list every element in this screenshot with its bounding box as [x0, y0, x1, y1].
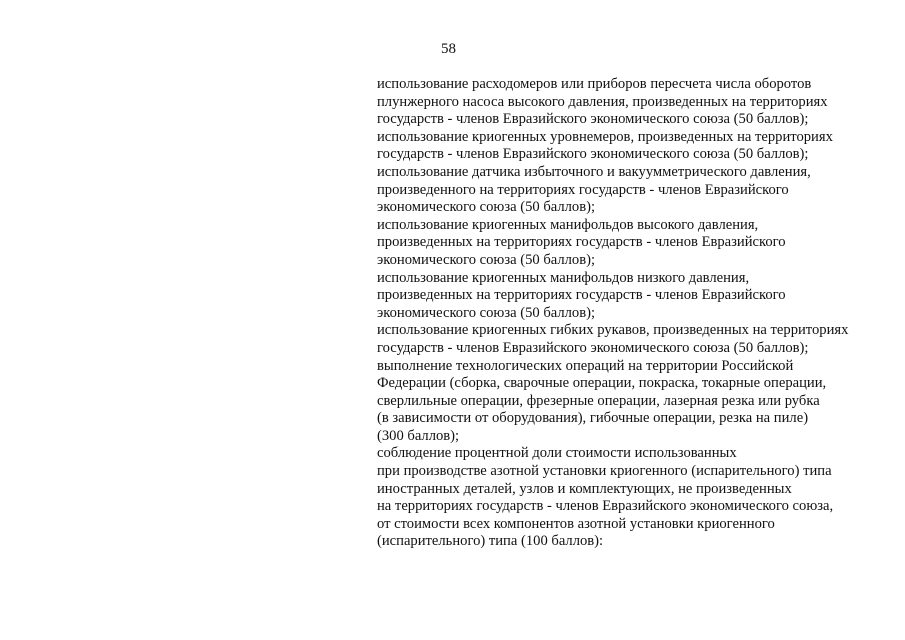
text-line: на территориях государств - членов Евразийского экономического союза, [377, 498, 834, 515]
text-line: использование датчика избыточного и вакуумметрического давления, [377, 163, 811, 180]
text-line: государств - членов Евразийского экономического союза (50 баллов); [377, 111, 809, 128]
text-line: иностранных деталей, узлов и комплектующих, не произведенных [377, 480, 792, 497]
text-line: произведенных на территориях государств - членов Евразийского [377, 234, 786, 251]
text-line: выполнение технологических операций на территории Российской [377, 357, 794, 374]
text-line: соблюдение процентной доли стоимости использованных [377, 445, 737, 462]
text-line: использование расходомеров или приборов пересчета числа оборотов [377, 76, 812, 92]
text-line: сверлильные операции, фрезерные операции, лазерная резка или рубка [377, 392, 820, 409]
page-number: 58 [441, 41, 456, 57]
text-line: произведенного на территориях государств - членов Евразийского [377, 181, 789, 198]
text-line: (испарительного) типа (100 баллов): [377, 533, 604, 550]
text-line: использование криогенных манифольдов низкого давления, [377, 269, 750, 286]
body-text [377, 76, 897, 551]
text-line: (300 баллов); [377, 427, 460, 444]
text-line: произведенных на территориях государств - членов Евразийского [377, 287, 786, 304]
text-line: использование криогенных уровнемеров, произведенных на территориях [377, 128, 833, 145]
text-line: государств - членов Евразийского экономического союза (50 баллов); [377, 339, 809, 356]
text-line: плунжерного насоса высокого давления, произведенных на территориях [377, 93, 828, 110]
text-line: государств - членов Евразийского экономического союза (50 баллов); [377, 146, 809, 163]
text-line: использование криогенных гибких рукавов, произведенных на территориях [377, 322, 849, 339]
text-line: экономического союза (50 баллов); [377, 304, 596, 321]
text-line: от стоимости всех компонентов азотной установки криогенного [377, 515, 775, 532]
text-line: экономического союза (50 баллов); [377, 199, 596, 216]
text-line: экономического союза (50 баллов); [377, 251, 596, 268]
text-line: (в зависимости от оборудования), гибочные операции, резка на пиле) [377, 410, 809, 427]
text-line: при производстве азотной установки криогенного (испарительного) типа [377, 463, 832, 480]
text-line: Федерации (сборка, сварочные операции, покраска, токарные операции, [377, 375, 827, 392]
text-line: использование криогенных манифольдов высокого давления, [377, 216, 759, 233]
